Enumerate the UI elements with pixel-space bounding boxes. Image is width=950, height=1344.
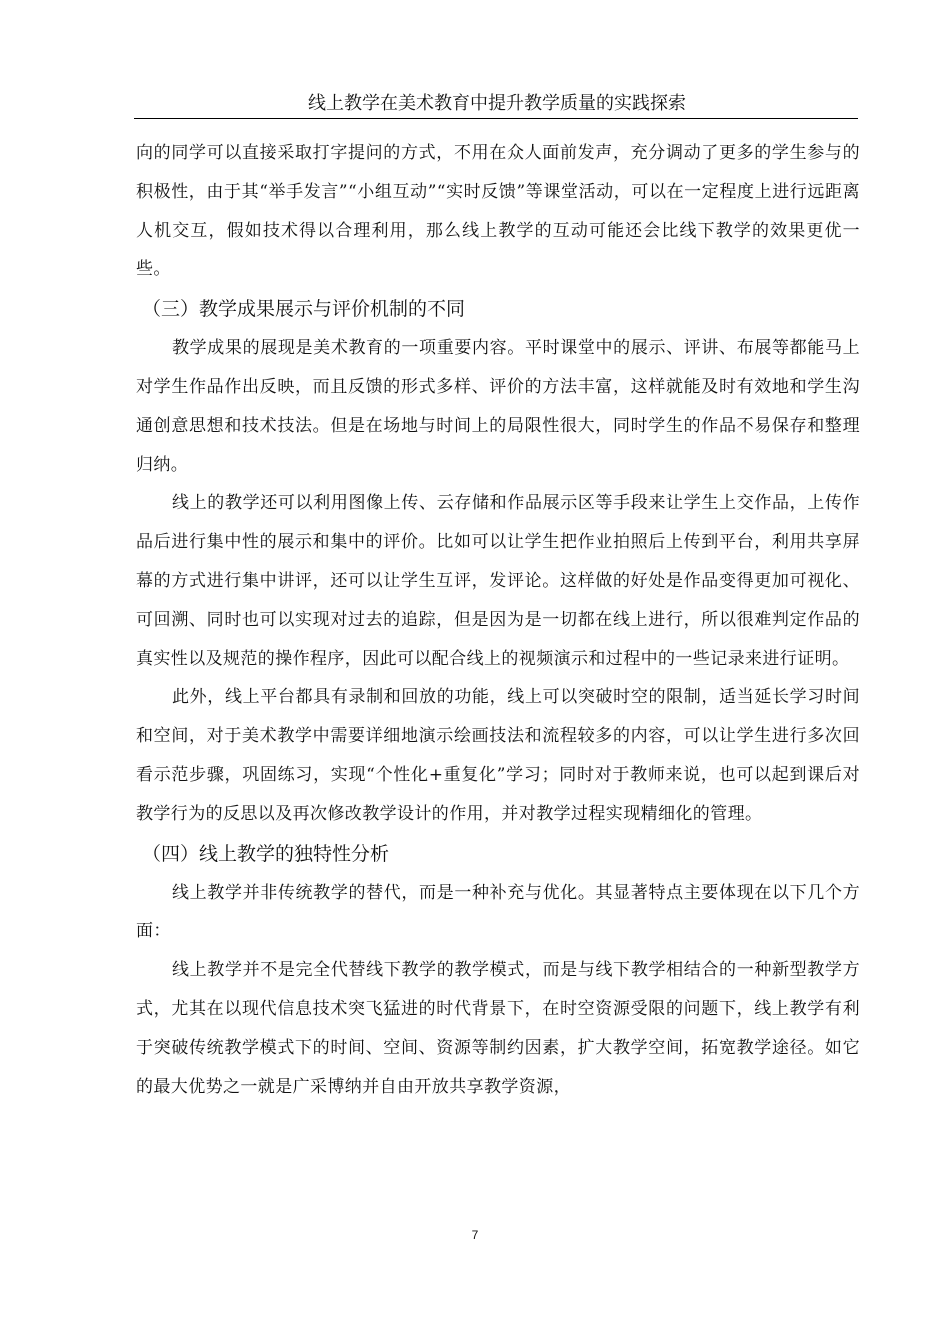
page-content — [136, 134, 860, 1106]
paragraph: 此外，线上平台都具有录制和回放的功能，线上可以突破时空的限制，适当延长学习时间和空间，对于美术教学中需要详细地演示绘画技法和流程较多的内容，可以让学生进行多次回看示范步骤，巩固练习，实现“个性化+重复化”学习；同时对于教师来说，也可以起到课后对教学行为的反思以及再次修改教学设计的作用，并对教学过程实现精细化的管理。 — [136, 687, 860, 824]
paragraph: 线上的教学还可以利用图像上传、云存储和作品展示区等手段来让学生上交作品，上传作品后进行集中性的展示和集中的评价。比如可以让学生把作业拍照后上传到平台，利用共享屏幕的方式进行集中讲评，还可以让学生互评，发评论。这样做的好处是作品变得更加可视化、可回溯、同时也可以实现对过去的追踪，但是因为是一切都在线上进行，所以很难判定作品的真实性以及规范的操作程序，因此可以配合线上的视频演示和过程中的一些记录来进行证明。 — [136, 493, 860, 669]
header-divider — [134, 118, 858, 119]
section-heading-4: （四）线上教学的独特性分析 — [142, 842, 390, 865]
page-number: 7 — [471, 1228, 479, 1242]
paragraph: 线上教学并不是完全代替线下教学的教学模式，而是与线下教学相结合的一种新型教学方式，尤其在以现代信息技术突飞猛进的时代背景下，在时空资源受限的问题下，线上教学有利于突破传统教学模式下的时间、空间、资源等制约因素，扩大教学空间，拓宽教学途径。如它的最大优势之一就是广采博纳并自由开放共享教学资源， — [136, 960, 860, 1097]
paragraph: 线上教学并非传统教学的替代，而是一种补充与优化。其显著特点主要体现在以下几个方面： — [136, 882, 860, 942]
paragraph: 教学成果的展现是美术教育的一项重要内容。平时课堂中的展示、评讲、布展等都能马上对学生作品作出反映，而且反馈的形式多样、评价的方法丰富，这样就能及时有效地和学生沟通创意思想和技术技法。但是在场地与时间上的局限性很大，同时学生的作品不易保存和整理归纳。 — [136, 338, 860, 475]
paragraph-continued: 向的同学可以直接采取打字提问的方式，不用在众人面前发声，充分调动了更多的学生参与的积极性，由于其“举手发言”“小组互动”“实时反馈”等课堂活动，可以在一定程度上进行远距离人机交互，假如技术得以合理利用，那么线上教学的互动可能还会比线下教学的效果更优一些。 — [136, 143, 860, 280]
running-header: 线上教学在美术教育中提升教学质量的实践探索 — [308, 93, 686, 114]
section-heading-3: （三）教学成果展示与评价机制的不同 — [142, 298, 466, 321]
